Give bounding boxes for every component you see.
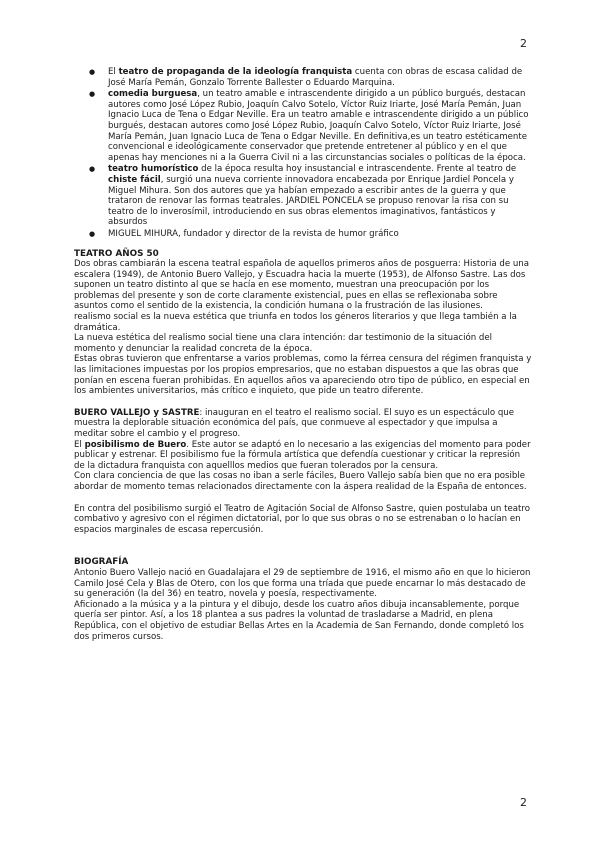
paragraph-text: El	[74, 439, 85, 450]
spacer	[74, 535, 532, 548]
bullet-text: de la época resulta hoy insustancial e intrascendente. Frente al teatro de	[198, 164, 517, 175]
bullet-text: cuenta con obras de escasa calidad de José María Pemán, Gonzalo Torrente Ballester o Eduardo Marquina.	[108, 67, 523, 88]
list-item	[74, 229, 532, 240]
paragraph	[74, 408, 532, 440]
list-item	[74, 89, 532, 163]
bullet-bold-text: chiste fácil	[108, 174, 161, 185]
paragraph: La nueva estética del realismo social tiene una clara intención: dar testimonio de la situación del momento y denunciar la realidad concreta de la época.	[74, 333, 493, 354]
paragraph: Dos obras cambiarán la escena teatral española de aquellos primeros años de posguerra: Historia de una escalera (1949), de Antonio Buero Vallejo, y Escuadra hacia la muerte (1953), de Alfonso Sastre. Las dos suponen un teatro distinto al que se hacía en ese momento, muestran una preocupación por los problemas del presente y son de corte claramente existencial, pues en ellas se reflexionaba sobre asuntos como el sentido de la existencia, la condición humana o la frustración de las ilusiones.	[74, 259, 530, 312]
spacer	[74, 493, 532, 504]
paragraph	[74, 440, 532, 472]
paragraph: Aficionado a la música y a la pintura y el dibujo, desde los cuatro años dibuja incansablemente, porque quería ser pintor. Así, a los 18 plantea a sus padres la voluntad de trasladarse a Madrid, en plena República, con el objetivo de estudiar Bellas Artes en la Academia de San Fernando, donde completó los dos primeros cursos.	[74, 599, 524, 642]
paragraph: Estas obras tuvieron que enfrentarse a varios problemas, como la férrea censura del régimen franquista y las limitaciones impuestas por los propios empresarios, que no estaban dispuestos a que las obras que ponían en escena fueran prohibidas. En aquellos años va apareciendo otro tipo de público, en especial en los ambientes universitarios, más crítico e inquieto, que pide un teatro diferente.	[74, 354, 532, 397]
list-item	[74, 164, 532, 228]
bullet-list	[74, 67, 532, 240]
page-number-bottom: 2	[520, 796, 527, 809]
paragraph: En contra del posibilismo surgió el Teatro de Agitación Social de Alfonso Sastre, quien postulaba un teatro combativo y agresivo con el régimen dictatorial, por lo que sus obras o no se estrenaban o lo hacían en espacios marginales de escasa repercusión.	[74, 503, 531, 535]
paragraph: realismo social es la nueva estética que triunfa en todos los géneros literarios y que llega también a la dramática.	[74, 312, 517, 333]
bullet-bold-text: teatro humorístico	[108, 164, 199, 175]
bullet-text: MIGUEL MIHURA, fundador y director de la revista de humor gráfico	[108, 228, 399, 239]
bullet-bold-text: teatro de propaganda de la ideología franquista	[118, 67, 353, 77]
bullet-text: , surgió una nueva corriente innovadora encabezada por Enrique Jardiel Poncela y Miguel Mihura. Son dos autores que ya habían empezado a escribir antes de la guerra y que trataron de renovar las formas teatrales. JARDIEL PONCELA se propuso renovar la risa con su teatro de lo inverosímil, introduciendo en sus obras elementos imaginativos, fantásticos y absurdos	[108, 174, 514, 228]
bold-term: posibilismo de Buero	[84, 439, 187, 450]
paragraph-text: . Este autor se adaptó en lo necesario a las exigencias del momento para poder publicar y estrenar. El posibilismo fue la fórmula artística que defendía cuestionar y criticar la represión de la dictadura franquista con aquelllos medios que fueran tolerados por la censura.	[74, 439, 531, 471]
paragraph: Antonio Buero Vallejo nació en Guadalajara el 29 de septiembre de 1916, el mismo año en que lo hicieron Camilo José Cela y Blas de Otero, con los que forma una tríada que puede encarnar lo más destacado de su generación (la del 36) en teatro, novela y poesía, respectivamente.	[74, 567, 531, 600]
paragraph-text: : inauguran en el teatro el realismo social. El suyo es un espectáculo que muestra la deplorable situación económica del país, que conmueve al espectador y que impulsa a meditar sobre el cambio y el progreso.	[74, 407, 515, 439]
bullet-text: El	[108, 67, 119, 77]
paragraph: Con clara conciencia de que las cosas no iban a serle fáciles, Buero Vallejo sabía bien que no era posible abordar de momento temas relacionados directamente con la áspera realidad de la España de entonces.	[74, 471, 527, 492]
document-body	[74, 67, 532, 642]
bullet-text: , un teatro amable e intrascendente dirigido a un público burgués, destacan autores como José López Rubio, Joaquín Calvo Sotelo, Víctor Ruiz Iriarte, José María Pemán, Juan Ignacio Luca de Tena o Edgar Neville. Era un teatro amable e intrascendente dirigido a un público burgués, destacan autores como José López Rubio, Joaquín Calvo Sotelo, Víctor Ruiz Iriarte, José María Pemán, Juan Ignacio Luca de Tena o Edgar Neville. En definitiva,es un teatro estéticamente convencional e ideológicamente conservador que pretende entretener al público y en el que apenas hay menciones ni a la Guerra Civil ni a las circunstancias sociales o políticas de la época.	[108, 89, 529, 163]
bold-intro: BUERO VALLEJO y SASTRE	[74, 407, 200, 418]
bullet-bold-text: comedia burguesa	[108, 89, 198, 100]
page-number-top: 2	[520, 37, 527, 50]
spacer	[74, 397, 532, 408]
list-item	[74, 67, 532, 88]
section-heading-teatro-50: TEATRO AÑOS 50	[74, 248, 159, 259]
section-heading-biografia: BIOGRAFÍA	[74, 557, 129, 568]
